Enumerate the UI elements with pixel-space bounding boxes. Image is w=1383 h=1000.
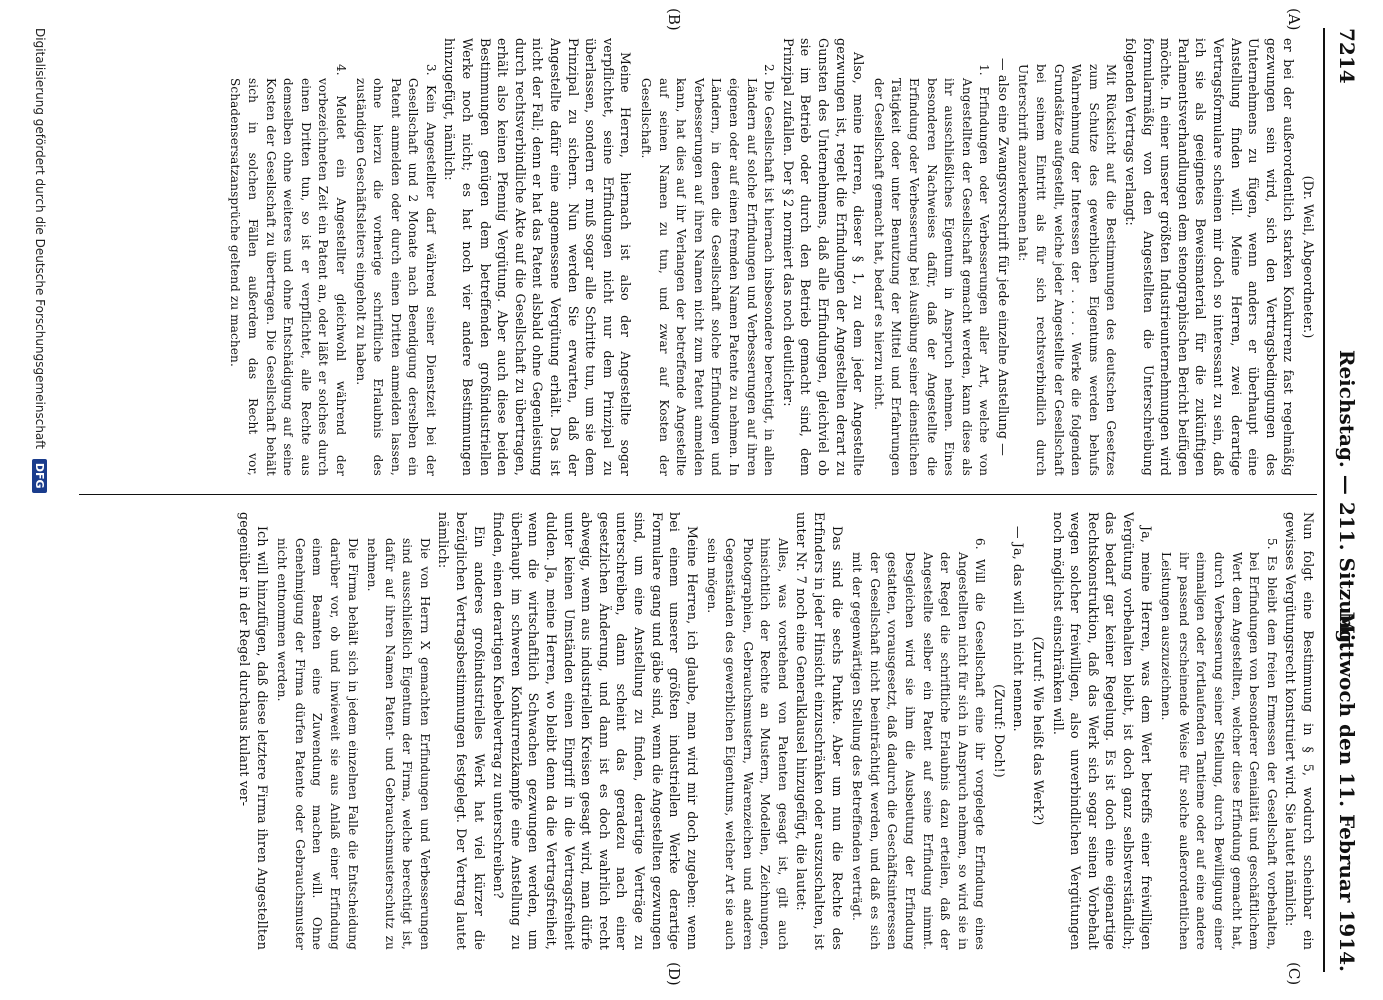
paragraph: Ja, meine Herren, was dem Wert betreffs einer freiwilligen Vergütung vorbehalten bleibt, ist doch ganz selbstverständlich; das bedarf gar keiner Regelung. Es ist doch eine eigenartige Rechtskonstruktion, daß das Werk sich sogar seinen Vorbehalt wegen solcher freiwilligen, also unverbindlichen Vergütungen noch möglichst einschränken will.	[1050, 512, 1154, 950]
paragraph: Meine Herren, hiernach ist also der Angestellte sogar verpflichtet, seine Erfindungen nicht nur dem Prinzipal zu überlassen, sondern er muß sogar alle Schritte tun, um sie dem Prinzipal zu sichern. Nun werden Sie erwarten, daß der Angestellte dafür eine angemessene Vergütung erhält. Das ist nicht der Fall; denn er hat das Patent alsbald ohne Gegenleistung durch rechtsverbindliche Akte auf die Gesellschaft zu übertragen, erhält also keinen Pfennig Vergütung. Aber auch diese beiden Bestimmungen genügen dem betreffenden großindustriellen Werke noch nicht; es hat noch vier andere Bestimmungen hinzugefügt, nämlich:	[442, 38, 634, 476]
contract-clause: 3. Kein Angestellter darf während seiner Dienstzeit bei der Gesellschaft und 2 Monate nach Beendigung derselben ein Patent anmelden oder durch einen Dritten anmelden lassen, ohne hierzu die vorherige schriftliche Erlaubnis des zuständigen Geschäftsleiters eingeholt zu haben.	[353, 64, 438, 476]
quoted-contract: Alles, was vorstehend von Patenten gesagt ist, gilt auch hinsichtlich der Rechte an Mustern, Modellen, Zeichnungen, Photographien, Gebrauchsmustern, Warenzeichen und anderen Gegenständen des gewerblichen Eigentums, welcher Art sie auch sein mögen.	[705, 538, 790, 950]
quoted-contract: Die von Herrn X gemachten Erfindungen und Verbesserungen sind ausschließlich Eigentum der Firma, welche berechtigt ist, dafür auf ihren Namen Patent- und Gebrauchsmusterschutz zu nehmen.	[365, 538, 432, 950]
paragraph: Meine Herren, ich glaube, man wird mir doch zugeben: wenn bei einem unserer größten industriellen Werke derartige Formulare gang und gäbe sind, wenn die Angestellten gezwungen sind, um eine Anstellung zu finden, derartige Verträge zu unterschreiben, dann scheint das geradezu nach einer gesetzlichen Änderung, und dann ist es doch wahrlich recht abwegig, wenn aus industriellen Kreisen gesagt wird, man dürfe unter keinen Umständen einen Eingriff in die Vertragsfreiheit dulden. Ja, meine Herren, wo bleibt denn da die Vertragsfreiheit, wenn die wirtschaftlich Schwachen gezwungen werden, um überhaupt im schweren Konkurrenzkampfe eine Anstellung zu finden, einen derartigen Knebelvertrag zu unterschreiben?	[491, 512, 700, 950]
contract-clause: 2. Die Gesellschaft ist hiernach insbesondere berechtigt, in allen Ländern auf solche Erfindungen und Verbesserungen auf ihren eigenen oder auf einen fremden Namen Patente zu nehmen. In Ländern, in denen die Gesellschaft solche Erfindungen und Verbesserungen auf ihren Namen nicht zum Patent anmelden kann, hat dies auf ihr Verlangen der betreffende Angestellte auf seinen Namen zu tun, und zwar auf Kosten der Gesellschaft.	[639, 64, 777, 476]
contract-clause: 6. Will die Gesellschaft eine ihr vorgelegte Erfindung eines Angestellten nicht für sich in Anspruch nehmen, so wird sie in der Regel die schriftliche Erlaubnis dazu erteilen, daß der Angestellte selber ein Patent auf seine Erfindung nimmt. Desgleichen wird sie ihm die Ausbeutung der Erfindung gestatten, vorausgesetzt, daß dadurch die Geschäftsinteressen der Gesellschaft nicht beeinträchtigt werden, und daß es sich mit der gegenwärtigen Stellung des Betreffenden verträgt.	[850, 538, 988, 950]
credit-text: Digitalisierung gefördert durch die Deutsche Forschungsgemeinschaft	[33, 28, 47, 450]
margin-mark-d: (D)	[665, 962, 683, 986]
page-number: 7214	[1335, 28, 1359, 84]
contract-clause: 4. Meldet ein Angestellter gleichwohl während der vorbezeichneten Zeit ein Patent an, oder läßt er solches durch einen Dritten tun, so ist er verpflichtet, alle Rechte aus demselben ohne weiteres und ohne Entschädigung auf seine Kosten der Gesellschaft zu übertragen. Die Gesellschaft behält sich in solchen Fällen außerdem das Recht vor, Schadensersatzansprüche geltend zu machen.	[228, 64, 348, 476]
margin-mark-b: (B)	[665, 8, 683, 31]
session-date: Mittwoch den 11. Februar 1914.	[1335, 611, 1359, 972]
page-title: Reichstag. — 211. Sitzung.	[1335, 349, 1359, 651]
interjection: — also eine Zwangsvorschrift für jede einzelne Anstellung —	[995, 58, 1011, 456]
paragraph: — Ja, das will ich nicht nennen.	[1011, 526, 1027, 732]
interjection: (Zuruf: Doch!)	[991, 684, 1007, 778]
column-divider	[79, 494, 1317, 495]
margin-mark-a: (A)	[1285, 8, 1303, 31]
digitization-credit	[23, 28, 47, 972]
dfg-logo: DFG	[32, 459, 47, 493]
paragraph: er bei der außerordentlich starken Konkurrenz fast regelmäßig gezwungen sein wird, sich den Vertragsbedingungen des Unternehmens zu fügen, wenn anders er überhaupt eine Anstellung finden will. Meine Herren, zwei derartige Vertragsformulare scheinen mir doch so interessant zu sein, daß ich sie als geeignetes Beweismaterial für die zukünftigen Parlamentsverhandlungen dem stenographischen Bericht beifügen möchte. In einer unserer größten Industrieunternehmungen wird formularmäßig von den Angestellten die Unterschreibung folgenden Vertrags verlangt:	[1123, 38, 1297, 476]
paragraph: Das sind die sechs Punkte. Aber um nun die Rechte des Erfinders in jeder Hinsicht einzuschränken oder auszuschalten, ist unter Nr. 7 noch eine Generalklausel hinzugefügt, die lautet:	[794, 512, 845, 950]
quoted-contract: Mit Rücksicht auf die Bestimmungen des deutschen Gesetzes zum Schutze des gewerblichen Eigentums werden behufs Wahrnehmung der Interessen der . . . . . Werke die folgenden Grundsätze aufgestellt, welche jeder Angestellte der Gesellschaft bei seinem Eintritt als für sich rechtsverbindlich durch Unterschrift anzuerkennen hat:	[1016, 64, 1119, 476]
speaker-attribution: (Dr. Weil, Abgeordneter.)	[1301, 175, 1316, 339]
right-column	[79, 512, 1317, 950]
paragraph: Nun folgt eine Bestimmung in § 5, wodurch scheinbar ein gewisses Vergütungsrecht konstruiert wird. Sie lautet nämlich:	[1283, 512, 1316, 950]
paragraph: Ein anderes großindustrielles Werk hat viel kürzer die bezüglichen Vertragsbestimmungen festgelegt. Der Vertrag lautet nämlich:	[436, 512, 487, 950]
contract-clause: 5. Es bleibt dem freien Ermessen der Gesellschaft vorbehalten, bei Erfindungen von besonderer Genialität und geschäftlichem Wert dem Angestellten, welcher diese Erfindung gemacht hat, durch Verbesserung seiner Stellung, durch Bewilligung einer einmaligen oder fortlaufenden Tantieme oder auf eine andere ihr passend erscheinende Weise für solche außerordentlichen Leistungen auszuzeichnen.	[1159, 538, 1279, 950]
paragraph: Also, meine Herren, dieser § 1, zu dem jeder Angestellte gezwungen ist, regelt die Erfindungen der Angestellten derart zu Gunsten des Unternehmens, daß alle Erfindungen, gleichviel ob sie im Betrieb oder durch den Betrieb gemacht sind, dem Prinzipal zufallen. Der § 2 normiert das noch deutlicher:	[780, 38, 867, 476]
margin-mark-c: (C)	[1285, 962, 1303, 986]
paragraph: Ich will hinzufügen, daß diese letztere Firma ihren Angestellten gegenüber in der Regel durchaus kulant ver-	[236, 512, 270, 950]
interjection: (Zuruf: Wie heißt das Werk?)	[1031, 636, 1047, 826]
running-head	[1323, 28, 1365, 972]
left-column	[79, 38, 1317, 476]
contract-clause: 1. Erfindungen oder Verbesserungen aller Art, welche von Angestellten der Gesellschaft gemacht werden, kann diese als ihr ausschließliches Eigentum in Anspruch nehmen. Eines besonderen Nachweises dafür, daß der Angestellte die Erfindung oder Verbesserung bei Ausübung seiner dienstlichen Tätigkeit oder unter Benutzung der Mittel und Erfahrungen der Gesellschaft gemacht hat, bedarf es hierzu nicht.	[871, 64, 992, 476]
quoted-contract: Die Firma behält sich in jedem einzelnen Falle die Entscheidung darüber vor, ob und inwieweit sie aus Anlaß einer Erfindung einem Beamten eine Zuwendung machen will. Ohne Genehmigung der Firma dürfen Patente oder Gebrauchsmuster nicht entnommen werden.	[275, 538, 360, 950]
